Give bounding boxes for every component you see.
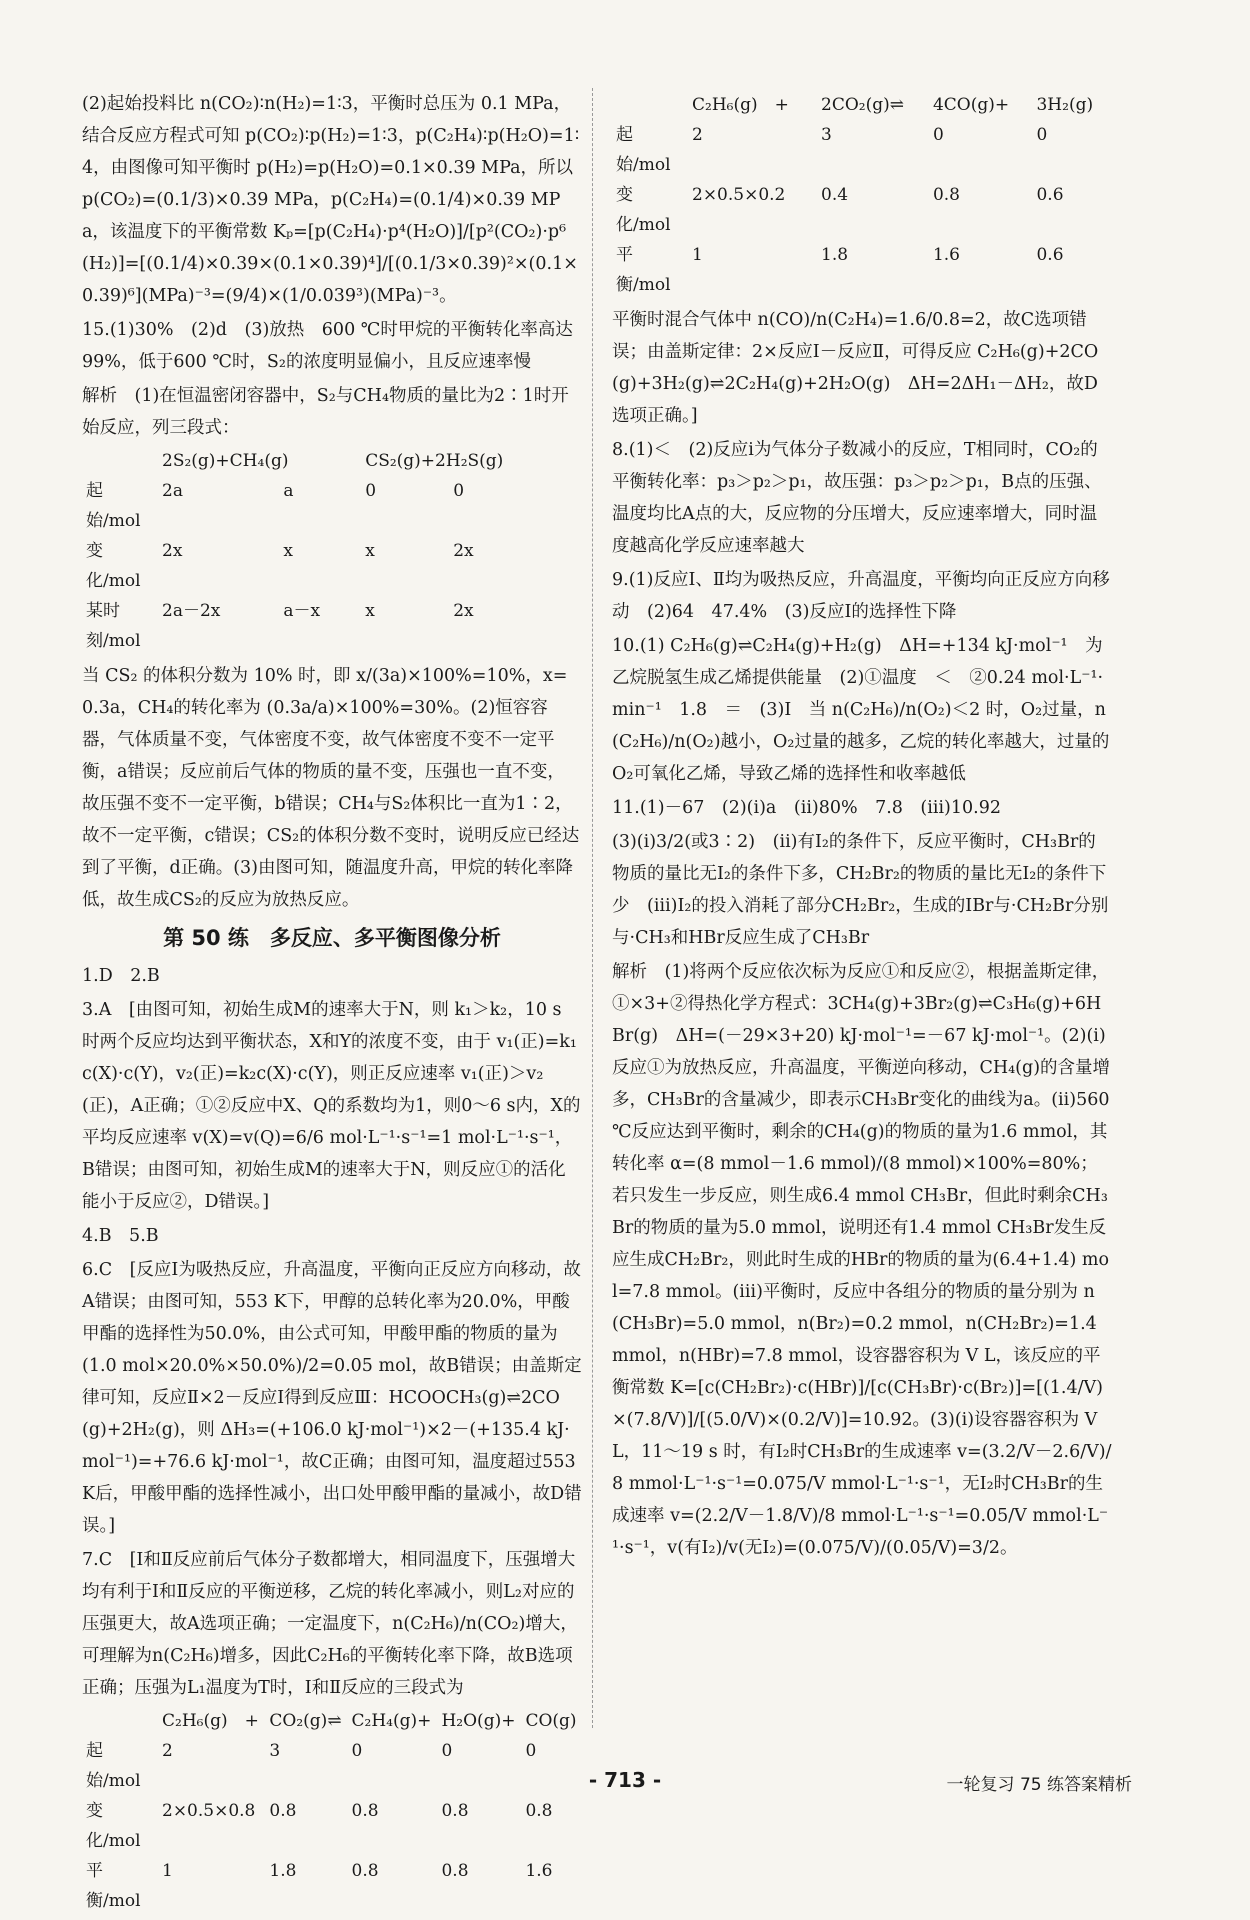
- table-cell: 2: [692, 125, 703, 145]
- table-cell: 1.6: [525, 1861, 553, 1881]
- three-stage-table-2: [82, 1706, 582, 1916]
- three-stage-table-3: [612, 90, 1112, 300]
- table-cell: 0: [351, 1741, 363, 1761]
- table-cell: 起始/mol: [86, 1741, 141, 1791]
- table-cell: x: [365, 601, 375, 621]
- right-para-5: 11.(1)－67 (2)(ⅰ)a (ⅱ)80% 7.8 (ⅲ)10.92: [612, 798, 1001, 818]
- book-title: 一轮复习 75 练答案精析: [946, 1775, 1132, 1795]
- table-row: [612, 180, 1112, 240]
- table-cell: CO₂(g)⇌: [269, 1711, 342, 1731]
- left-para-2: 15.(1)30% (2)d (3)放热 600 ℃时甲烷的平衡转化率高达99%，低于600 ℃时，S₂的浓度明显偏小，且反应速率慢: [82, 320, 573, 372]
- table-cell: 0.6: [1036, 245, 1064, 265]
- left-para-4: 当 CS₂ 的体积分数为 10% 时，即 x/(3a)×100%=10%，x=0.3a，CH₄的转化率为 (0.3a/a)×100%=30%。(2)恒容容器，气体质量不变，气体密度不变，故气体密度不变不一定平衡，a错误；反应前后气体的物质的量不变，压强也一直不变，故压强不变不一定平衡，b错误；CH₄与S₂体积比一直为1∶2，故不一定平衡，c错误；CS₂的体积分数不变时，说明反应已经达到了平衡，d正确。(3)由图可知，随温度升高，甲烷的转化率降低，故生成CS₂的反应为放热反应。: [82, 666, 580, 910]
- table-cell: 0: [525, 1741, 537, 1761]
- right-para-6: (3)(ⅰ)3/2(或3∶2) (ⅱ)有I₂的条件下，反应平衡时，CH₃Br的物质的量比无I₂的条件下多，CH₂Br₂的物质的量比无I₂的条件下少 (ⅲ)I₂的投入消耗了部分CH₂Br₂，生成的IBr与·CH₂Br分别与·CH₃和HBr反应生成了CH₃Br: [612, 832, 1109, 948]
- table-cell: 2a: [162, 481, 183, 501]
- table-cell: 变化/mol: [86, 1801, 141, 1851]
- table-cell: 0.8: [441, 1861, 469, 1881]
- table-cell: 1.8: [269, 1861, 297, 1881]
- table-cell: 变化/mol: [86, 541, 141, 591]
- table-cell: 0.8: [351, 1801, 379, 1821]
- table-cell: [82, 1706, 158, 1736]
- table-cell: 2CO₂(g)⇌: [821, 95, 904, 115]
- table-row: [82, 446, 582, 476]
- table-cell: 1.6: [932, 245, 960, 265]
- table-row: [82, 1796, 582, 1856]
- table-cell: 某时刻/mol: [86, 601, 141, 651]
- table-cell: 3: [269, 1741, 281, 1761]
- table-cell: 0.8: [932, 185, 960, 205]
- table-cell: 平衡/mol: [616, 245, 671, 295]
- table-cell: 1: [692, 245, 703, 265]
- table-cell: 0.8: [525, 1801, 553, 1821]
- table-cell: 3H₂(g): [1036, 95, 1094, 115]
- table-row: [82, 596, 582, 656]
- table-cell: 4CO(g)+: [932, 95, 1010, 115]
- table-cell: 0.4: [821, 185, 849, 205]
- table-cell: 0.8: [351, 1861, 379, 1881]
- table-cell: C₂H₆(g) +: [162, 1711, 259, 1731]
- left-para-9: 7.C [Ⅰ和Ⅱ反应前后气体分子数都增大，相同温度下，压强增大均有利于Ⅰ和Ⅱ反应的平衡逆移，乙烷的转化率减小，则L₂对应的压强更大，故A选项正确；一定温度下，n(C₂H₆)/n(CO₂)增大，可理解为n(C₂H₆)增多，因此C₂H₆的平衡转化率下降，故B选项正确；压强为L₁温度为T时，Ⅰ和Ⅱ反应的三段式为: [82, 1550, 578, 1698]
- left-para-3: 解析 (1)在恒温密闭容器中，S₂与CH₄物质的量比为2∶1时开始反应，列三段式：: [82, 386, 569, 438]
- right-para-7: 解析 (1)将两个反应依次标为反应①和反应②，根据盖斯定律，①×3+②得热化学方程式：3CH₄(g)+3Br₂(g)⇌C₃H₆(g)+6HBr(g) ΔH=(－29×3+20) kJ·mol⁻¹=－67 kJ·mol⁻¹。(2)(ⅰ)反应①为放热反应，升高温度，平衡逆向移动，CH₄(g)的含量增多，CH₃Br的含量减少，即表示CH₃Br变化的曲线为a。(ⅱ)560 ℃反应达到平衡时，剩余的CH₄(g)的物质的量为1.6 mmol，其转化率 α=(8 mmol－1.6 mmol)/(8 mmol)×100%=80%；若只发生一步反应，则生成6.4 mmol CH₃Br，但此时剩余CH₃Br的物质的量为5.0 mmol，说明还有1.4 mmol CH₃Br发生反应生成CH₂Br₂，则此时生成的HBr的物质的量为(6.4+1.4) mol=7.8 mmol。(ⅲ)平衡时，反应中各组分的物质的量分别为 n(CH₃Br)=5.0 mmol，n(Br₂)=0.2 mmol，n(CH₂Br₂)=1.4 mmol，n(HBr)=7.8 mmol，设容器容积为 V L，该反应的平衡常数 K=[c(CH₂Br₂)·c(HBr)]/[c(CH₃Br)·c(Br₂)]=[(1.4/V)×(7.8/V)]/[(5.0/V)×(0.2/V)]=10.92。(3)(ⅰ)设容器容积为 V L，11～19 s 时，有I₂时CH₃Br的生成速率 v=(3.2/V－2.6/V)/8 mmol·L⁻¹·s⁻¹=0.075/V mmol·L⁻¹·s⁻¹，无I₂时CH₃Br的生成速率 v=(2.2/V－1.8/V)/8 mmol·L⁻¹·s⁻¹=0.05/V mmol·L⁻¹·s⁻¹，v(有I₂)/v(无I₂)=(0.075/V)/(0.05/V)=3/2。: [612, 962, 1112, 1558]
- table-cell: 0: [453, 481, 465, 501]
- table-cell: C₂H₄(g)+: [351, 1711, 432, 1731]
- table-row: [612, 120, 1112, 180]
- left-para-8: 6.C [反应Ⅰ为吸热反应，升高温度，平衡向正反应方向移动，故A错误；由图可知，553 K下，甲醇的总转化率为20.0%，甲酸甲酯的选择性为50.0%，由公式可知，甲酸甲酯的物质的量为 (1.0 mol×20.0%×50.0%)/2=0.05 mol，故B错误；由盖斯定律可知，反应Ⅱ×2－反应Ⅰ得到反应Ⅲ：HCOOCH₃(g)⇌2CO(g)+2H₂(g)，则 ΔH₃=(+106.0 kJ·mol⁻¹)×2－(+135.4 kJ·mol⁻¹)=+76.6 kJ·mol⁻¹，故C正确；由图可知，温度超过553 K后，甲酸甲酯的选择性减小，出口处甲酸甲酯的量减小，故D错误。]: [82, 1260, 582, 1536]
- table-cell: 2x: [453, 601, 474, 621]
- table-cell: 平衡/mol: [86, 1861, 141, 1911]
- table-cell: 2×0.5×0.2: [692, 185, 786, 205]
- table-cell: 起始/mol: [616, 125, 671, 175]
- table-cell: 2a－2x: [162, 601, 221, 621]
- right-para-3: 9.(1)反应Ⅰ、Ⅱ均为吸热反应，升高温度，平衡均向正反应方向移动 (2)64 47.4% (3)反应Ⅰ的选择性下降: [612, 570, 1110, 622]
- table-cell: 2x: [162, 541, 183, 561]
- section-title: 第 50 练 多反应、多平衡图像分析: [163, 926, 501, 950]
- right-para-1: 平衡时混合气体中 n(CO)/n(C₂H₄)=1.6/0.8=2，故C选项错误；由盖斯定律：2×反应Ⅰ－反应Ⅱ，可得反应 C₂H₆(g)+2CO(g)+3H₂(g)⇌2C₂H₄(g)+2H₂O(g) ΔH=2ΔH₁－ΔH₂，故D选项正确。]: [612, 310, 1099, 426]
- table-cell: 0.8: [269, 1801, 297, 1821]
- table-cell: 2×0.5×0.8: [162, 1801, 256, 1821]
- table-cell: 起始/mol: [86, 481, 141, 531]
- three-stage-table-1: [82, 446, 582, 656]
- table-cell: H₂O(g)+: [441, 1711, 516, 1731]
- right-para-2: 8.(1)＜ (2)反应ⅰ为气体分子数减小的反应，T相同时，CO₂的平衡转化率：p₃＞p₂＞p₁，故压强：p₃＞p₂＞p₁，B点的压强、温度均比A点的大，反应物的分压增大，反应速率增大，同时温度越高化学反应速率越大: [612, 440, 1102, 556]
- right-para-4: 10.(1) C₂H₆(g)⇌C₂H₄(g)+H₂(g) ΔH=+134 kJ·mol⁻¹ 为乙烷脱氢生成乙烯提供能量 (2)①温度 ＜ ②0.24 mol·L⁻¹·min⁻¹ 1.8 ＝ (3)Ⅰ 当 n(C₂H₆)/n(O₂)＜2 时，O₂过量，n(C₂H₆)/n(O₂)越小，O₂过量的越多，乙烷的转化率越大，过量的O₂可氧化乙烯，导致乙烯的选择性和收率越低: [612, 636, 1110, 784]
- left-para-6: 3.A [由图可知，初始生成M的速率大于N，则 k₁＞k₂，10 s 时两个反应均达到平衡状态，X和Y的浓度不变，由于 v₁(正)=k₁c(X)·c(Y)，v₂(正)=k₂c(X)·c(Y)，则正反应速率 v₁(正)＞v₂(正)，A正确；①②反应中X、Q的系数均为1，则0～6 s内，X的平均反应速率 v(X)=v(Q)=6/6 mol·L⁻¹·s⁻¹=1 mol·L⁻¹·s⁻¹，B错误；由图可知，初始生成M的速率大于N，则反应①的活化能小于反应②，D错误。]: [82, 1000, 581, 1212]
- table-row: [82, 1706, 582, 1736]
- table-cell: [612, 90, 688, 120]
- table-cell: CS₂(g)+2H₂S(g): [365, 451, 504, 471]
- table-cell: 0: [932, 125, 944, 145]
- table-cell: 0.8: [441, 1801, 469, 1821]
- left-column: [82, 88, 582, 1920]
- left-para-5: 1.D 2.B: [82, 966, 160, 986]
- table-row: [612, 240, 1112, 300]
- table-cell: C₂H₆(g) +: [692, 95, 789, 115]
- left-para-7: 4.B 5.B: [82, 1226, 159, 1246]
- table-row: [82, 476, 582, 536]
- table-cell: 0.6: [1036, 185, 1064, 205]
- table-row: [82, 536, 582, 596]
- table-row: [612, 90, 1112, 120]
- table-cell: x: [365, 541, 375, 561]
- right-column: [612, 88, 1112, 1566]
- table-cell: 1.8: [821, 245, 849, 265]
- table-cell: a: [283, 481, 294, 501]
- table-cell: 2x: [453, 541, 474, 561]
- table-cell: 0: [365, 481, 377, 501]
- page-number: - 713 -: [588, 1768, 662, 1792]
- table-cell: 0: [1036, 125, 1048, 145]
- column-divider: [592, 88, 593, 1728]
- table-cell: 变化/mol: [616, 185, 671, 235]
- table-cell: x: [283, 541, 293, 561]
- table-cell: [82, 446, 158, 476]
- left-para-1: (2)起始投料比 n(CO₂)∶n(H₂)=1∶3，平衡时总压为 0.1 MPa，结合反应方程式可知 p(CO₂)∶p(H₂)=1∶3，p(C₂H₄)∶p(H₂O)=1∶4，由图像可知平衡时 p(H₂)=p(H₂O)=0.1×0.39 MPa，所以 p(CO₂)=(0.1/3)×0.39 MPa，p(C₂H₄)=(0.1/4)×0.39 MPa，该温度下的平衡常数 Kₚ=[p(C₂H₄)·p⁴(H₂O)]/[p²(CO₂)·p⁶(H₂)]=[(0.1/4)×0.39×(0.1×0.39)⁴]/[(0.1/3×0.39)²×(0.1×0.39)⁶](MPa)⁻³=(9/4)×(1/0.039³)(MPa)⁻³。: [82, 94, 580, 306]
- table-row: [82, 1856, 582, 1916]
- table-cell: 0: [441, 1741, 453, 1761]
- table-cell: a－x: [283, 601, 321, 621]
- table-cell: 1: [162, 1861, 173, 1881]
- table-cell: 3: [821, 125, 832, 145]
- table-cell: 2: [162, 1741, 173, 1761]
- table-cell: 2S₂(g)+CH₄(g): [162, 451, 289, 471]
- table-cell: CO(g): [525, 1711, 577, 1731]
